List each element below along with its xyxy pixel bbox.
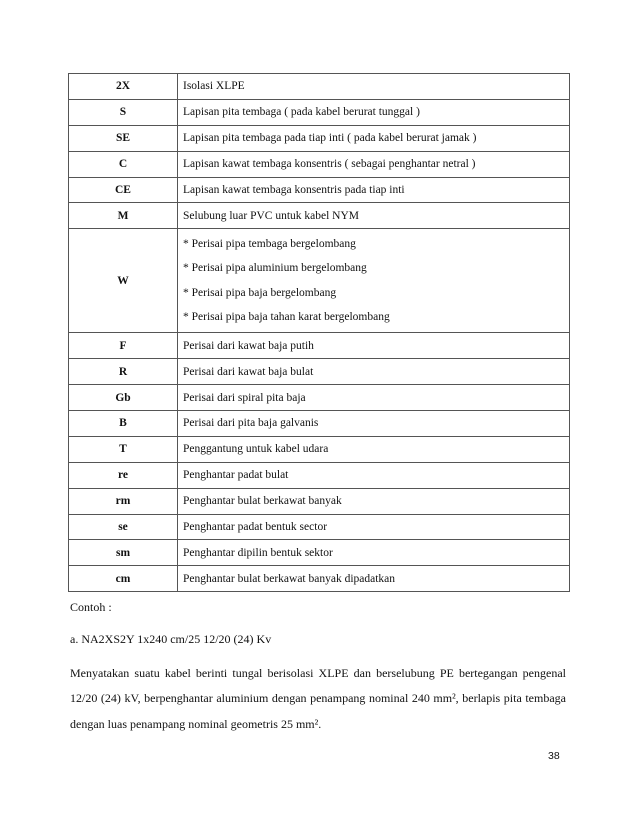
table-row xyxy=(69,436,570,462)
table-row xyxy=(69,125,570,151)
table-row xyxy=(69,74,570,100)
code-cell: B xyxy=(69,411,178,437)
table-row xyxy=(69,385,570,411)
description-cell: Lapisan pita tembaga pada tiap inti ( pada kabel berurat jamak ) xyxy=(178,125,570,151)
description-cell: Penghantar padat bulat xyxy=(178,462,570,488)
table-row-w xyxy=(69,229,570,333)
code-cell: T xyxy=(69,436,178,462)
description-cell: Selubung luar PVC untuk kabel NYM xyxy=(178,203,570,229)
armor-line: * Perisai pipa baja bergelombang xyxy=(183,286,337,299)
code-cell: SE xyxy=(69,125,178,151)
armor-line: * Perisai pipa baja tahan karat bergelombang xyxy=(183,311,390,324)
code-cell: cm xyxy=(69,566,178,592)
table-row xyxy=(69,488,570,514)
table-row xyxy=(69,333,570,359)
description-cell: Perisai dari kawat baja bulat xyxy=(178,359,570,385)
example-cable-code: a. NA2XS2Y 1x240 cm/25 12/20 (24) Kv xyxy=(70,632,272,646)
cable-code-table xyxy=(68,73,570,592)
table-row xyxy=(69,540,570,566)
code-cell: M xyxy=(69,203,178,229)
example-explanation: Menyatakan suatu kabel berinti tungal berisolasi XLPE dan berselubung PE bertegangan pengenal 12/20 (24) kV, berpenghantar aluminium dengan penampang nominal 240 mm², berlapis pita tembaga dengan luas penampang nominal geometris 25 mm². xyxy=(70,666,566,731)
code-cell: CE xyxy=(69,177,178,203)
example-heading: Contoh : xyxy=(70,600,112,614)
description-cell: Perisai dari kawat baja putih xyxy=(178,333,570,359)
description-cell: Lapisan kawat tembaga konsentris ( sebagai penghantar netral ) xyxy=(178,151,570,177)
description-cell: Isolasi XLPE xyxy=(178,74,570,100)
code-cell: sm xyxy=(69,540,178,566)
table-row xyxy=(69,566,570,592)
description-cell: Lapisan pita tembaga ( pada kabel berurat tunggal ) xyxy=(178,99,570,125)
description-cell: Penghantar padat bentuk sector xyxy=(178,514,570,540)
table-row xyxy=(69,151,570,177)
code-cell: se xyxy=(69,514,178,540)
table-row xyxy=(69,203,570,229)
description-cell: Penggantung untuk kabel udara xyxy=(178,436,570,462)
description-cell: Penghantar dipilin bentuk sektor xyxy=(178,540,570,566)
code-cell: Gb xyxy=(69,385,178,411)
description-cell-multiline xyxy=(178,229,570,333)
armor-line: * Perisai pipa tembaga bergelombang xyxy=(183,237,356,250)
cable-code-table-body xyxy=(69,74,570,592)
code-cell: C xyxy=(69,151,178,177)
description-cell: Penghantar bulat berkawat banyak xyxy=(178,488,570,514)
armor-line: * Perisai pipa aluminium bergelombang xyxy=(183,262,367,275)
code-cell: F xyxy=(69,333,178,359)
table-row xyxy=(69,462,570,488)
table-row xyxy=(69,514,570,540)
table-row xyxy=(69,99,570,125)
page-number: 38 xyxy=(548,750,560,762)
table-row xyxy=(69,359,570,385)
code-cell: rm xyxy=(69,488,178,514)
code-cell: W xyxy=(69,229,178,333)
description-cell: Penghantar bulat berkawat banyak dipadatkan xyxy=(178,566,570,592)
table-row xyxy=(69,177,570,203)
code-cell: 2X xyxy=(69,74,178,100)
code-cell: R xyxy=(69,359,178,385)
description-cell: Lapisan kawat tembaga konsentris pada tiap inti xyxy=(178,177,570,203)
code-cell: S xyxy=(69,99,178,125)
code-cell: re xyxy=(69,462,178,488)
table-row xyxy=(69,411,570,437)
description-cell: Perisai dari pita baja galvanis xyxy=(178,411,570,437)
description-cell: Perisai dari spiral pita baja xyxy=(178,385,570,411)
